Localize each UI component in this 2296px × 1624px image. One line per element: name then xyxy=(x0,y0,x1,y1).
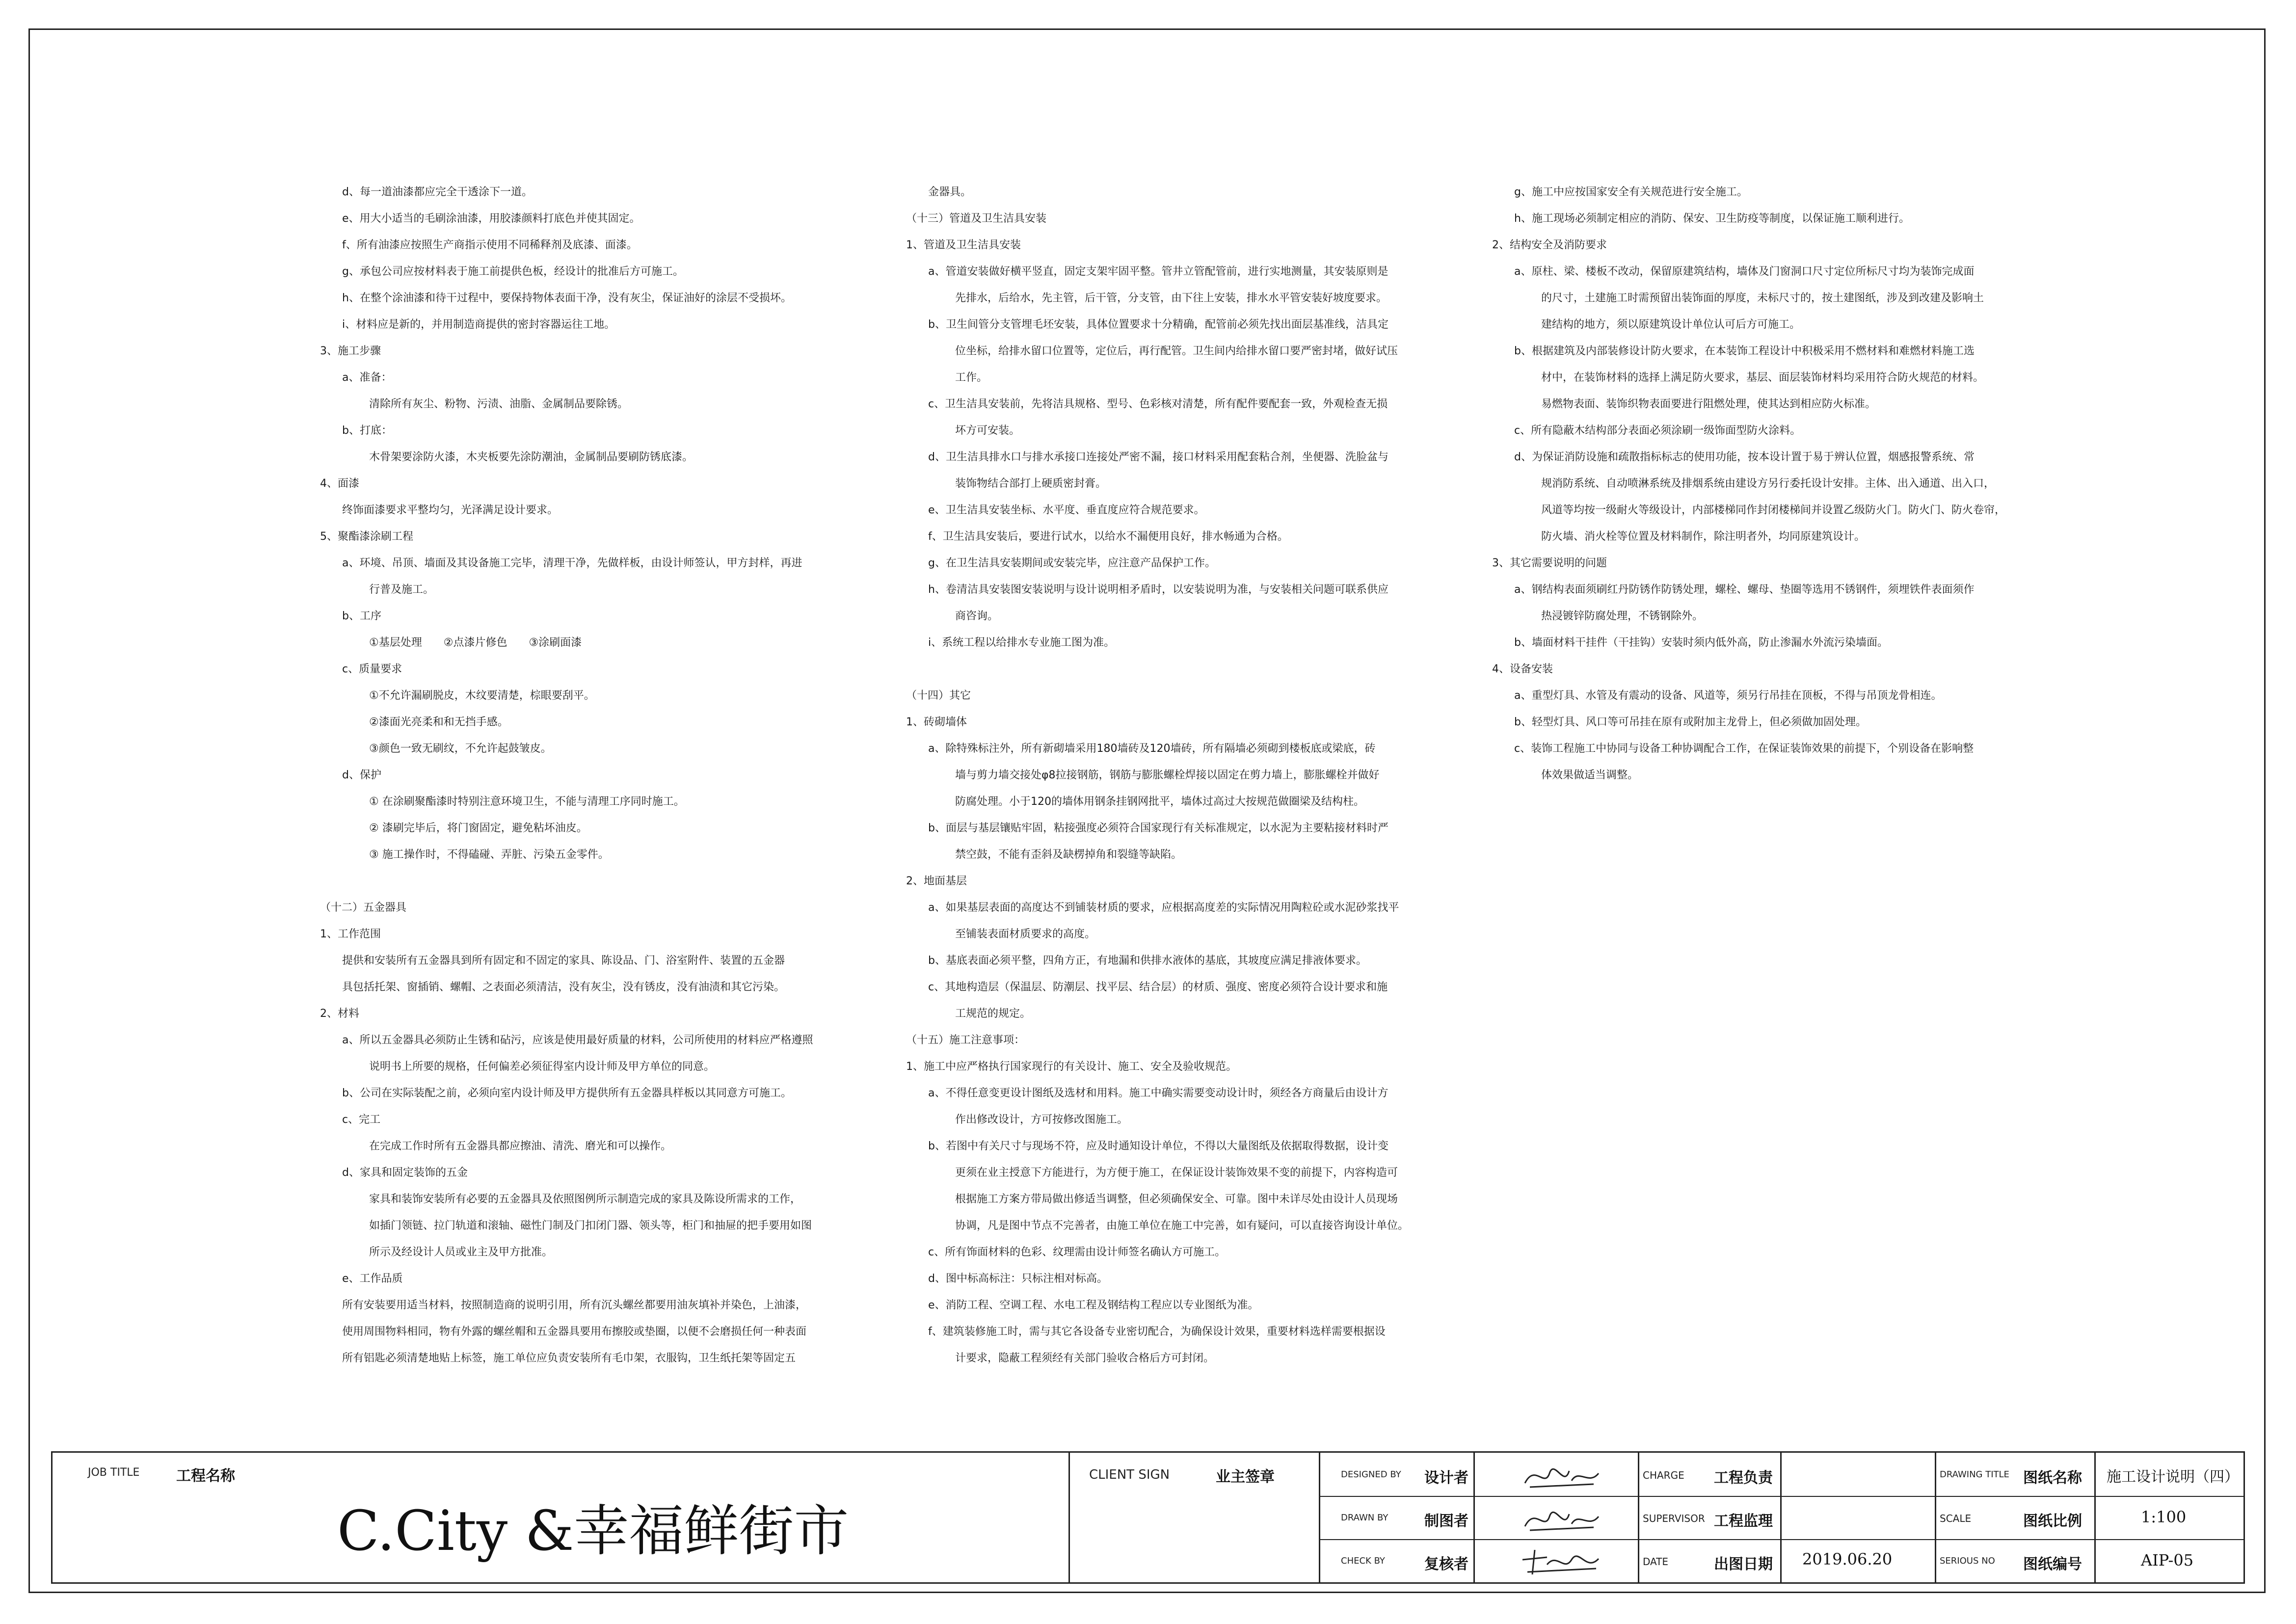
note-line: 计要求，隐蔽工程须经有关部门验收合格后方可封闭。 xyxy=(955,1352,1215,1364)
note-line: 建结构的地方，须以原建筑设计单位认可后方可施工。 xyxy=(1541,319,1801,331)
note-line: d、图中标高标注：只标注相对标高。 xyxy=(928,1273,1108,1285)
charge-label-cn: 工程负责 xyxy=(1714,1469,1773,1487)
note-line: 风道等均按一级耐火等级设计，内部楼梯同作封闭楼梯间并设置乙级防火门。防火门、防火卷帘， xyxy=(1541,504,2006,516)
note-line: 至铺装表面材质要求的高度。 xyxy=(955,928,1096,940)
checker-signature xyxy=(1518,1545,1606,1579)
notes-column-2 xyxy=(906,179,1461,1372)
serious-no-label-cn: 图纸编号 xyxy=(2023,1556,2082,1573)
spacer xyxy=(906,656,1461,683)
note-line: b、若图中有关尺寸与现场不符，应及时通知设计单位，不得以大量图纸及依据取得数据，设计变 xyxy=(928,1140,1388,1152)
note-line: 说明书上所要的规格，任何偏差必须征得室内设计师及甲方单位的同意。 xyxy=(369,1061,715,1073)
divider xyxy=(1319,1539,2243,1540)
date-label-en: DATE xyxy=(1643,1556,1669,1568)
note-line: b、卫生间管分支管埋毛坯安装，具体位置要求十分精确，配管前必须先找出面层基准线，洁具定 xyxy=(928,319,1388,331)
note-line: 墙与剪力墙交接处φ8拉接钢筋，钢筋与膨胀螺栓焊接以固定在剪力墙上，膨胀螺栓并做好 xyxy=(955,769,1380,781)
note-line: c、质量要求 xyxy=(342,663,402,675)
note-line: 坏方可安装。 xyxy=(955,425,1020,437)
note-line: 易燃物表面、装饰织物表面要进行阻燃处理，使其达到相应防火标准。 xyxy=(1541,398,1876,410)
note-line: a、如果基层表面的高度达不到铺装材质的要求，应根据高度差的实际情况用陶粒砼或水泥砂浆找平 xyxy=(928,902,1399,914)
divider xyxy=(2094,1453,2096,1582)
divider xyxy=(1319,1496,2243,1497)
note-line: e、用大小适当的毛刷涂油漆，用胶漆颜料打底色并使其固定。 xyxy=(342,213,641,225)
note-line: 协调，凡是图中节点不完善者，由施工单位在施工中完善，如有疑问，可以直接咨询设计单位。 xyxy=(955,1220,1409,1232)
note-line: 防腐处理。小于120的墙体用钢条挂钢网批平，墙体过高过大按规范做圈梁及结构柱。 xyxy=(955,796,1364,808)
note-line: b、面层与基层镶贴牢固，粘接强度必须符合国家现行有关标准规定，以水泥为主要粘接材料时严 xyxy=(928,822,1388,834)
note-line: （十四）其它 xyxy=(906,690,971,702)
note-line: a、不得任意变更设计图纸及选材和用料。施工中确实需要变动设计时，须经各方商量后由设计方 xyxy=(928,1087,1388,1099)
note-line: c、其地构造层（保温层、防潮层、找平层、结合层）的材质、强度、密度必须符合设计要求和施 xyxy=(928,981,1388,993)
note-line: e、卫生洁具安装坐标、水平度、垂直度应符合规范要求。 xyxy=(928,504,1205,516)
note-line: ①不允许漏刷脱皮，木纹要清楚，棕眼要刮平。 xyxy=(369,690,595,702)
note-line: h、卷清洁具安装图安装说明与设计说明相矛盾时，以安装说明为准，与安装相关问题可联系供应 xyxy=(928,584,1388,596)
note-line: 4、设备安装 xyxy=(1492,663,1553,675)
note-line: 1、砖砌墙体 xyxy=(906,716,967,728)
note-line: 防火墙、消火栓等位置及材料制作，除注明者外，均同原建筑设计。 xyxy=(1541,531,1866,543)
note-line: 1、工作范围 xyxy=(320,928,381,940)
charge-label-en: CHARGE xyxy=(1643,1469,1684,1481)
note-line: e、消防工程、空调工程、水电工程及钢结构工程应以专业图纸为准。 xyxy=(928,1299,1259,1311)
divider xyxy=(1935,1453,1936,1582)
note-line: c、所有隐蔽木结构部分表面必须涂刷一级饰面型防火涂料。 xyxy=(1514,425,1801,437)
date-label-cn: 出图日期 xyxy=(1714,1556,1773,1573)
note-line: 所有铝匙必须清楚地贴上标签，施工单位应负责安装所有毛巾架，衣服钩，卫生纸托架等固定五 xyxy=(342,1352,796,1364)
note-line: 1、施工中应严格执行国家现行的有关设计、施工、安全及验收规范。 xyxy=(906,1061,1237,1073)
scale-label-en: SCALE xyxy=(1940,1513,1972,1524)
note-line: （十三）管道及卫生洁具安装 xyxy=(906,213,1047,225)
note-line: ① 在涂刷聚酯漆时特别注意环境卫生，不能与清理工序同时施工。 xyxy=(369,796,685,808)
drawn-by-label-en: DRAWN BY xyxy=(1341,1513,1388,1523)
divider xyxy=(1068,1453,1070,1582)
note-line: 2、结构安全及消防要求 xyxy=(1492,239,1607,251)
note-line: b、基底表面必须平整，四角方正，有地漏和供排水液体的基底，其坡度应满足排液体要求。 xyxy=(928,955,1367,967)
note-line: d、家具和固定装饰的五金 xyxy=(342,1167,468,1179)
note-line: 3、其它需要说明的问题 xyxy=(1492,557,1607,569)
note-line: 提供和安装所有五金器具到所有固定和不固定的家具、陈设品、门、浴室附件、装置的五金器 xyxy=(342,955,785,967)
note-line: 金器具。 xyxy=(928,186,972,198)
note-line: b、墙面材料干挂件（干挂钩）安装时须内低外高，防止渗漏水外流污染墙面。 xyxy=(1514,637,1888,649)
note-line: a、原柱、梁、楼板不改动，保留原建筑结构，墙体及门窗洞口尺寸定位所标尺寸均为装饰完成面 xyxy=(1514,266,1975,278)
note-line: 木骨架要涂防火漆，木夹板要先涂防潮油，金属制品要刷防锈底漆。 xyxy=(369,451,694,463)
note-line: 材中，在装饰材料的选择上满足防火要求，基层、面层装饰材料均采用符合防火规范的材料。 xyxy=(1541,372,1984,384)
scale-value: 1:100 xyxy=(2141,1508,2187,1526)
notes-column-1 xyxy=(320,179,875,1372)
client-sign-label-en: CLIENT SIGN xyxy=(1089,1467,1170,1482)
spacer xyxy=(320,868,875,895)
project-name: C.City &幸福鲜街市 xyxy=(337,1499,849,1563)
note-line: h、施工现场必须制定相应的消防、保安、卫生防疫等制度，以保证施工顺利进行。 xyxy=(1514,213,1910,225)
note-line: 2、材料 xyxy=(320,1008,359,1020)
supervisor-label-cn: 工程监理 xyxy=(1714,1513,1773,1530)
serious-no-value: AIP-05 xyxy=(2141,1551,2194,1570)
job-title-label-cn: 工程名称 xyxy=(176,1467,235,1485)
title-block xyxy=(51,1451,2245,1584)
designed-by-label-cn: 设计者 xyxy=(1424,1469,1468,1487)
drawn-by-label-cn: 制图者 xyxy=(1424,1513,1468,1530)
divider xyxy=(1473,1453,1475,1582)
note-line: 如插门领链、拉门轨道和滚轴、磁性门制及门扣闭门器、领头等，柜门和抽屉的把手要用如图 xyxy=(369,1220,812,1232)
serious-no-label-en: SERIOUS NO xyxy=(1940,1556,1995,1566)
note-line: ③颜色一致无刷纹，不允许起鼓皱皮。 xyxy=(369,743,552,755)
divider xyxy=(1780,1453,1782,1582)
divider xyxy=(1638,1453,1639,1582)
note-line: d、卫生洁具排水口与排水承接口连接处严密不漏，接口材料采用配套粘合剂，坐便器、洗脸盆与 xyxy=(928,451,1388,463)
supervisor-label-en: SUPERVISOR xyxy=(1643,1513,1705,1524)
note-line: 商咨询。 xyxy=(955,610,999,622)
note-line: f、所有油漆应按照生产商指示使用不同稀释剂及底漆、面漆。 xyxy=(342,239,638,251)
note-line: 2、地面基层 xyxy=(906,875,967,887)
note-line: c、完工 xyxy=(342,1114,381,1126)
note-line: g、在卫生洁具安装期间或安装完毕，应注意产品保护工作。 xyxy=(928,557,1216,569)
note-line: 禁空鼓，不能有歪斜及缺楞掉角和裂缝等缺陷。 xyxy=(955,849,1182,861)
check-by-label-cn: 复核者 xyxy=(1424,1556,1468,1573)
note-line: 更须在业主授意下方能进行，为方便于施工，在保证设计装饰效果不变的前提下，内容构造可 xyxy=(955,1167,1398,1179)
note-line: c、所有饰面材料的色彩、纹理需由设计师签名确认方可施工。 xyxy=(928,1246,1226,1258)
note-line: a、除特殊标注外，所有新砌墙采用180墙砖及120墙砖，所有隔墙必须砌到楼板底或梁底，砖 xyxy=(928,743,1376,755)
note-line: 4、面漆 xyxy=(320,478,359,490)
note-line: 5、聚酯漆涂刷工程 xyxy=(320,531,413,543)
client-sign-label-cn: 业主签章 xyxy=(1216,1468,1275,1486)
note-line: f、建筑装修施工时，需与其它各设备专业密切配合，为确保设计效果，重要材料选样需要根据设 xyxy=(928,1326,1386,1338)
note-line: 行普及施工。 xyxy=(369,584,434,596)
job-title-label-en: JOB TITLE xyxy=(88,1466,140,1479)
note-line: b、公司在实际装配之前，必须向室内设计师及甲方提供所有五金器具样板以其同意方可施工。 xyxy=(342,1087,792,1099)
note-line: 所有安装要用适当材料，按照制造商的说明引用，所有沉头螺丝都要用油灰填补并染色，上油漆， xyxy=(342,1299,807,1311)
note-line: a、重型灯具、水管及有震动的设备、风道等，须另行吊挂在顶板，不得与吊顶龙骨相连。 xyxy=(1514,690,1942,702)
note-line: 家具和装饰安装所有必要的五金器具及依照图例所示制造完成的家具及陈设所需求的工作， xyxy=(369,1193,801,1205)
note-line: 先排水，后给水，先主管，后干管，分支管，由下往上安装，排水水平管安装好坡度要求。 xyxy=(955,292,1388,304)
note-line: c、卫生洁具安装前，先将洁具规格、型号、色彩核对清楚，所有配件要配套一致，外观检查无损 xyxy=(928,398,1388,410)
note-line: ②漆面光亮柔和和无挡手感。 xyxy=(369,716,508,728)
note-line: 使用周围物料相同，物有外露的螺丝帽和五金器具要用布擦胶或垫圈，以便不会磨损任何一种表面 xyxy=(342,1326,807,1338)
note-line: f、卫生洁具安装后，要进行试水，以给水不漏便用良好，排水畅通为合格。 xyxy=(928,531,1288,543)
note-line: 装饰物结合部打上硬质密封膏。 xyxy=(955,478,1107,490)
designed-by-label-en: DESIGNED BY xyxy=(1341,1469,1401,1480)
note-line: 终饰面漆要求平整均匀，光泽满足设计要求。 xyxy=(342,504,559,516)
note-line: b、打底： xyxy=(342,425,392,437)
note-line: a、所以五金器具必须防止生锈和砧污，应该是使用最好质量的材料，公司所使用的材料应严格遵照 xyxy=(342,1034,813,1046)
note-line: （十二）五金器具 xyxy=(320,902,407,914)
note-line: d、每一道油漆都应完全干透涂下一道。 xyxy=(342,186,533,198)
note-line: i、材料应是新的，并用制造商提供的密封容器运往工地。 xyxy=(342,319,615,331)
check-by-label-en: CHECK BY xyxy=(1341,1556,1385,1566)
note-line: ② 漆刷完毕后，将门窗固定，避免粘坏油皮。 xyxy=(369,822,587,834)
note-line: i、系统工程以给排水专业施工图为准。 xyxy=(928,637,1115,649)
note-line: ③ 施工操作时，不得磕碰、弄脏、污染五金零件。 xyxy=(369,849,609,861)
designer-signature xyxy=(1520,1459,1603,1493)
note-line: d、保护 xyxy=(342,769,381,781)
note-line: g、承包公司应按材料表于施工前提供色板，经设计的批准后方可施工。 xyxy=(342,266,684,278)
note-line: b、工序 xyxy=(342,610,381,622)
note-line: 工作。 xyxy=(955,372,988,384)
note-line: d、为保证消防设施和疏散指标标志的使用功能，按本设计置于易于辨认位置，烟感报警系统、常 xyxy=(1514,451,1975,463)
note-line: 根据施工方案方带局做出修适当调整，但必须确保安全、可靠。图中未详尽处由设计人员现场 xyxy=(955,1193,1398,1205)
note-line: a、管道安装做好横平竖直，固定支架牢固平整。管井立管配管前，进行实地测量，其安装原则是 xyxy=(928,266,1388,278)
scale-label-cn: 图纸比例 xyxy=(2023,1513,2082,1530)
note-line: 作出修改设计，方可按修改图施工。 xyxy=(955,1114,1128,1126)
note-line: 热浸镀锌防腐处理，不锈钢除外。 xyxy=(1541,610,1704,622)
drawing-title-label-en: DRAWING TITLE xyxy=(1940,1469,2009,1480)
note-line: b、根据建筑及内部装修设计防火要求，在本装饰工程设计中积极采用不燃材料和难燃材料施工选 xyxy=(1514,345,1975,357)
divider xyxy=(1319,1453,1320,1582)
note-line: 在完成工作时所有五金器具都应擦油、清洗、磨光和可以操作。 xyxy=(369,1140,672,1152)
note-line: 3、施工步骤 xyxy=(320,345,381,357)
note-line: ①基层处理 ②点漆片修色 ③涂刷面漆 xyxy=(369,637,582,649)
note-line: （十五）施工注意事项： xyxy=(906,1034,1025,1046)
note-line: g、施工中应按国家安全有关规范进行安全施工。 xyxy=(1514,186,1748,198)
note-line: 所示及经设计人员或业主及甲方批准。 xyxy=(369,1246,553,1258)
note-line: 1、管道及卫生洁具安装 xyxy=(906,239,1021,251)
note-line: a、准备： xyxy=(342,372,392,384)
note-line: 的尺寸，土建施工时需预留出装饰面的厚度，未标尺寸的，按土建图纸，涉及到改建及影响土 xyxy=(1541,292,1984,304)
note-line: 清除所有灰尘、粉物、污渍、油脂、金属制品要除锈。 xyxy=(369,398,629,410)
note-line: 体效果做适当调整。 xyxy=(1541,769,1639,781)
note-line: 具包括托架、窗插销、螺帽、之表面必须清洁，没有灰尘，没有锈皮，没有油渍和其它污染。 xyxy=(342,981,785,993)
note-line: b、轻型灯具、风口等可吊挂在原有或附加主龙骨上，但必须做加固处理。 xyxy=(1514,716,1867,728)
note-line: 规消防系统、自动喷淋系统及排烟系统由建设方另行委托设计安排。主体、出入通道、出入口， xyxy=(1541,478,1995,490)
note-line: a、环境、吊顶、墙面及其设备施工完毕，清理干净，先做样板，由设计师签认，甲方封样，再进 xyxy=(342,557,802,569)
note-line: h、在整个涂油漆和待干过程中，要保持物体表面干净，没有灰尘，保证油好的涂层不受损坏。 xyxy=(342,292,792,304)
drafter-signature xyxy=(1520,1502,1603,1536)
note-line: 工规范的规定。 xyxy=(955,1008,1031,1020)
note-line: c、装饰工程施工中协同与设备工种协调配合工作，在保证装饰效果的前提下，个别设备在影响整 xyxy=(1514,743,1974,755)
note-line: 位坐标，给排水留口位置等，定位后，再行配管。卫生间内给排水留口要严密封堵，做好试压 xyxy=(955,345,1398,357)
drawing-title-value: 施工设计说明（四） xyxy=(2107,1468,2239,1486)
drawing-title-label-cn: 图纸名称 xyxy=(2023,1469,2082,1487)
date-value: 2019.06.20 xyxy=(1802,1550,1893,1569)
note-line: a、钢结构表面须刷红丹防锈作防锈处理，螺栓、螺母、垫圈等选用不锈钢件，须埋铁件表面须作 xyxy=(1514,584,1975,596)
note-line: e、工作品质 xyxy=(342,1273,403,1285)
notes-column-3 xyxy=(1492,179,2047,789)
